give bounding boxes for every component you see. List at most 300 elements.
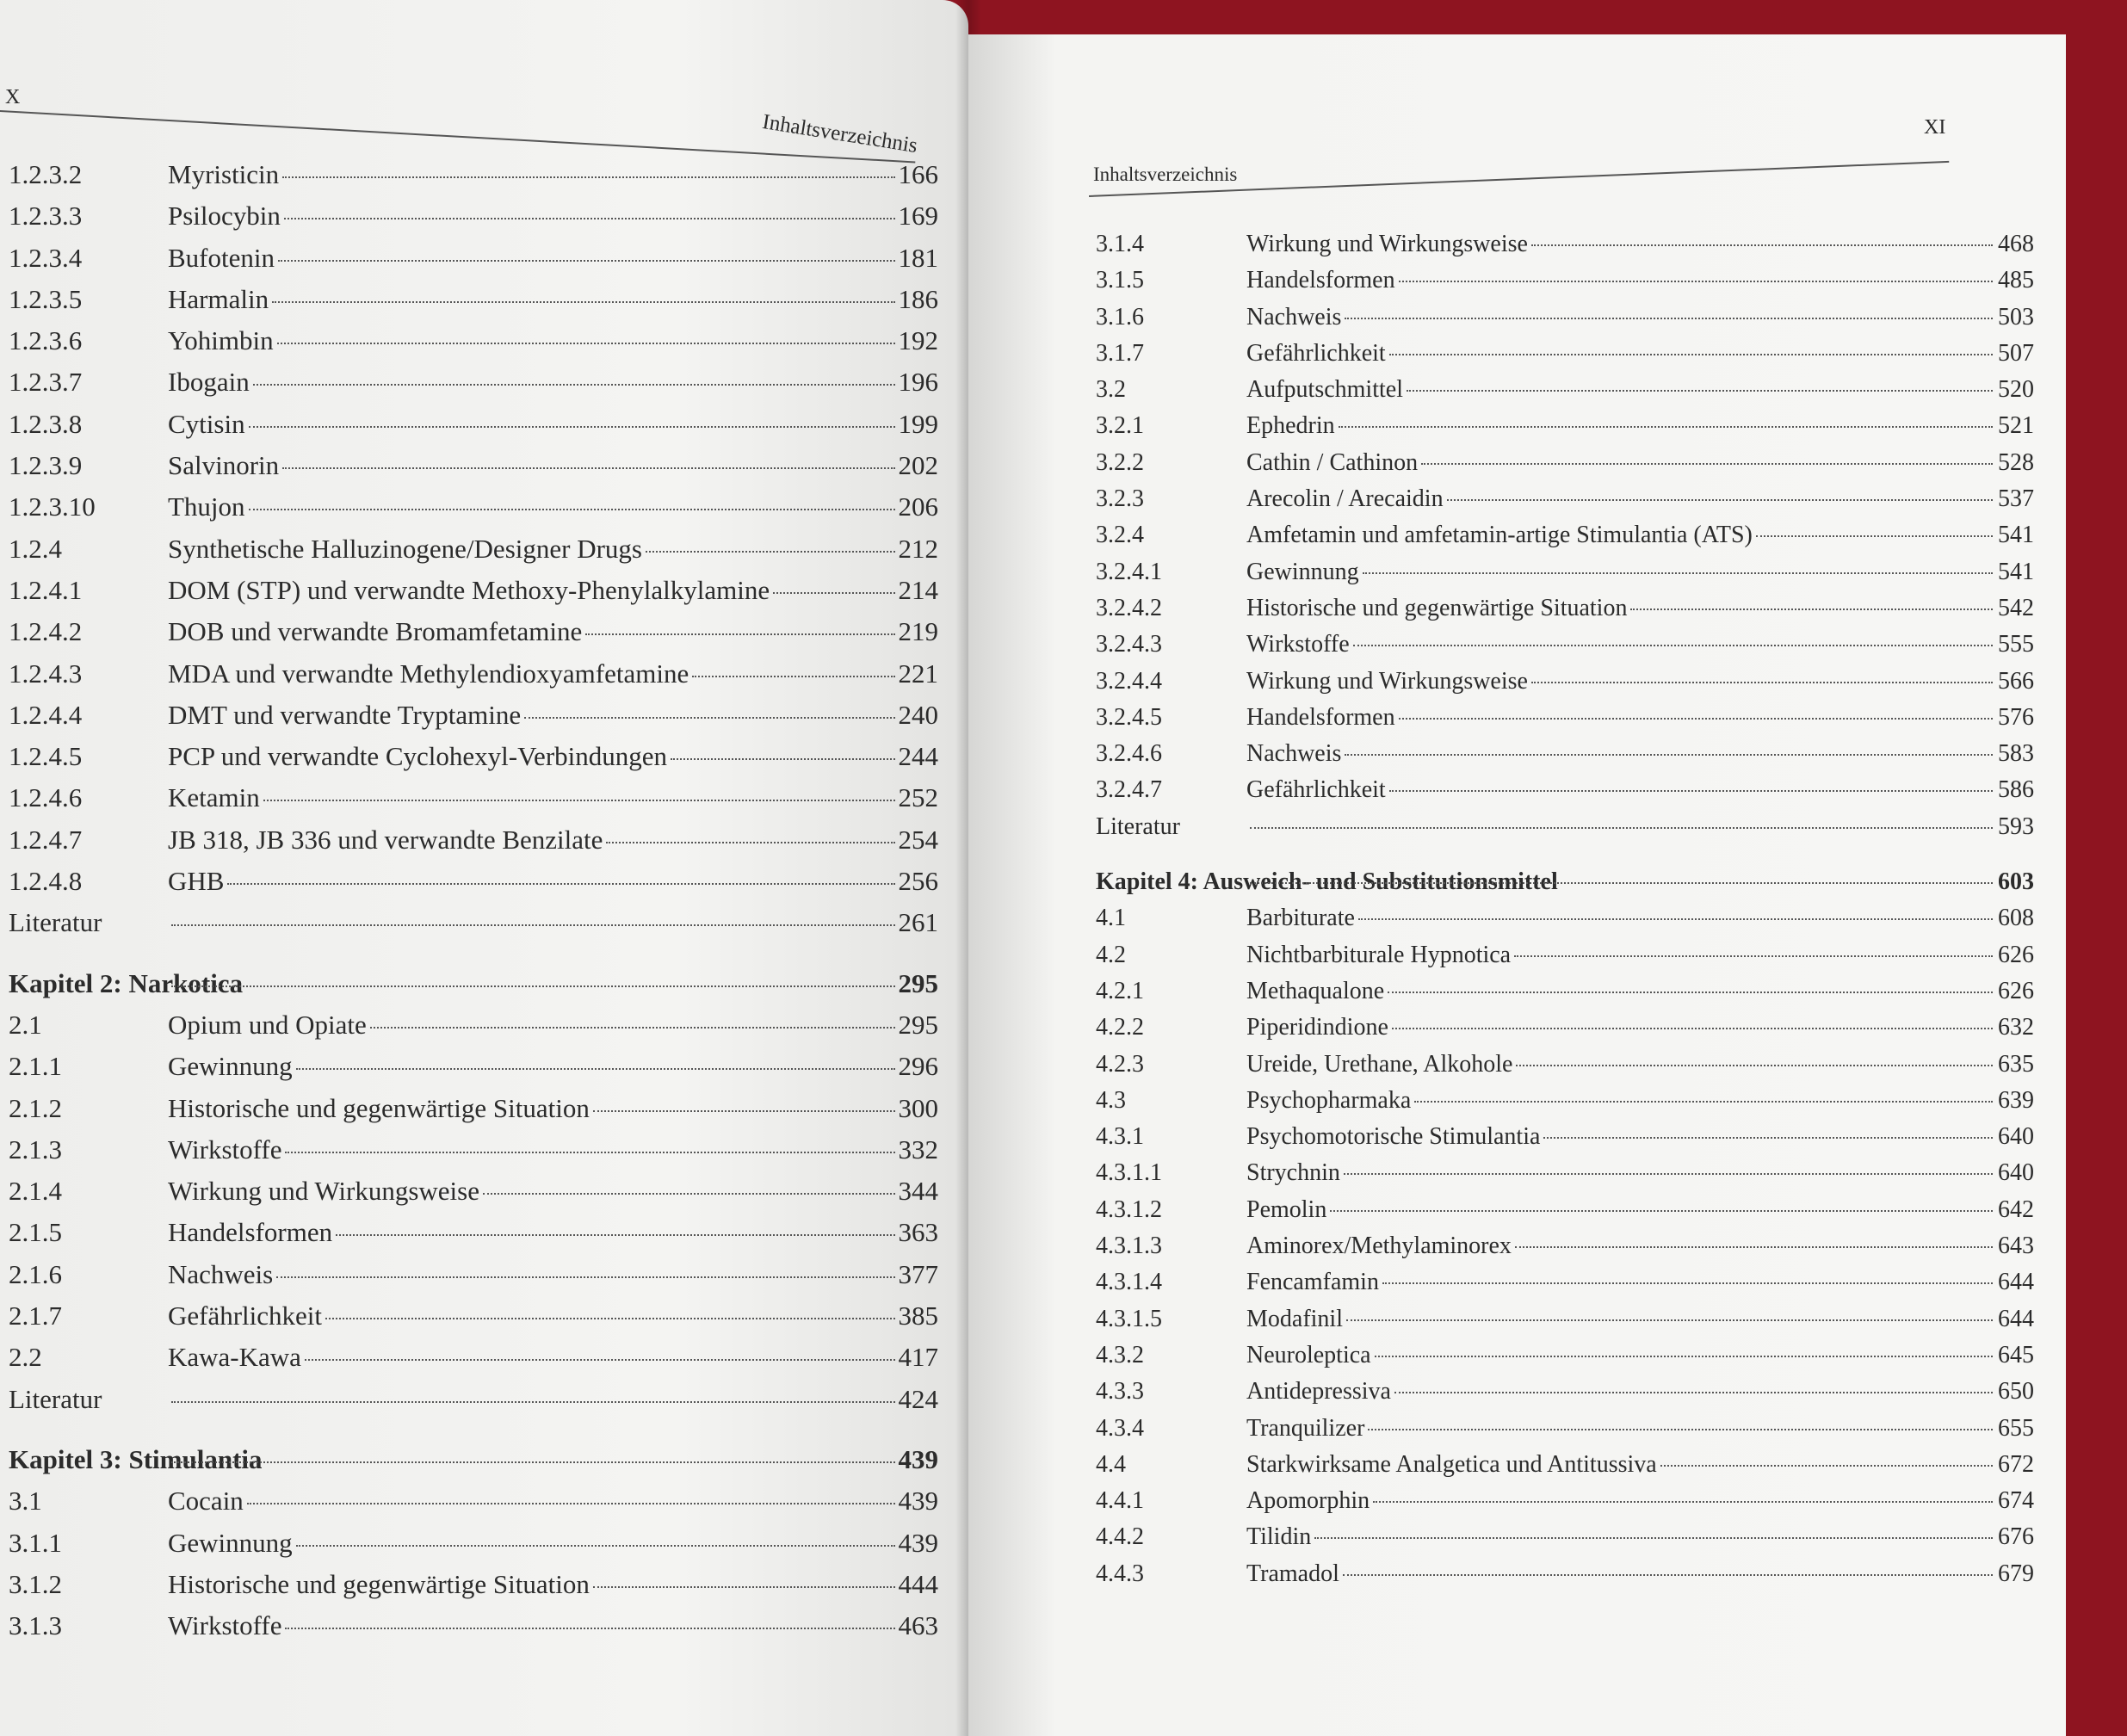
right-running-head: Inhaltsverzeichnis <box>1093 164 1238 185</box>
section-number: 1.2.3.4 <box>9 242 83 273</box>
section-number: 2.1.4 <box>9 1176 62 1207</box>
toc-entry <box>9 1259 938 1300</box>
toc-entry <box>9 825 938 866</box>
dot-leader <box>1514 955 1993 957</box>
dot-leader <box>282 176 894 178</box>
section-title: Fencamfamin <box>1246 1269 1379 1296</box>
section-title: Gefährlichkeit <box>1246 776 1386 804</box>
page-number: 645 <box>1998 1341 2034 1368</box>
left-page-number: X <box>5 86 21 108</box>
dot-leader <box>1399 281 1993 282</box>
section-number: 3.1.2 <box>9 1568 62 1599</box>
toc-entry <box>1096 559 2034 595</box>
dot-leader <box>171 1461 895 1463</box>
section-title: Gewinnung <box>1246 558 1359 585</box>
dot-leader <box>1345 318 1993 319</box>
section-title: Starkwirksame Analgetica und Antitussiva <box>1246 1450 1657 1478</box>
dot-leader <box>1756 535 1993 537</box>
dot-leader <box>296 1545 895 1547</box>
page-number: 254 <box>898 824 938 855</box>
section-number: 2.1.5 <box>9 1217 62 1248</box>
section-number: 1.2.4.2 <box>9 616 83 647</box>
page-number: 608 <box>1998 905 2034 932</box>
section-title: Wirkung und Wirkungsweise <box>168 1176 479 1207</box>
section-title: Historische und gegenwärtige Situation <box>168 1568 590 1599</box>
page-number: 521 <box>1998 412 2034 440</box>
toc-entry <box>9 1486 938 1527</box>
section-title: Neuroleptica <box>1246 1341 1371 1368</box>
section-title: Nachweis <box>1246 303 1342 331</box>
toc-entry <box>1096 631 2034 667</box>
page-number: 679 <box>1998 1560 2034 1587</box>
page-number: 672 <box>1998 1450 2034 1478</box>
page-number: 593 <box>1998 812 2034 840</box>
page-number: 295 <box>898 967 938 998</box>
page-number: 626 <box>1998 941 2034 968</box>
section-title: Cocain <box>168 1486 244 1517</box>
page-number: 626 <box>1998 977 2034 1004</box>
toc-entry <box>9 1342 938 1383</box>
dot-leader <box>285 1628 894 1629</box>
dot-leader <box>305 1359 895 1361</box>
page-number: 520 <box>1998 376 2034 404</box>
section-title: Historische und gegenwärtige Situation <box>168 1092 590 1123</box>
section-title: JB 318, JB 336 und verwandte Benzilate <box>168 824 603 855</box>
dot-leader <box>1363 572 1993 574</box>
page-number: 300 <box>898 1092 938 1123</box>
page-number: 674 <box>1998 1487 2034 1515</box>
page-number: 295 <box>898 1009 938 1040</box>
dot-leader <box>1531 682 1993 683</box>
section-number: 3.2.4.5 <box>1096 703 1162 731</box>
page-number: 640 <box>1998 1123 2034 1151</box>
page-number: 635 <box>1998 1050 2034 1078</box>
section-title: Nichtbarbiturale Hypnotica <box>1246 941 1512 968</box>
dot-leader <box>1314 1537 1993 1539</box>
section-number: 1.2.3.10 <box>9 491 96 522</box>
section-title: DOB und verwandte Bromamfetamine <box>168 616 583 647</box>
section-number: 4.3.2 <box>1096 1341 1144 1368</box>
section-number: 1.2.4.4 <box>9 699 83 730</box>
section-number: 3.1.5 <box>1096 267 1144 294</box>
toc-entry <box>1096 267 2034 303</box>
dot-leader <box>1373 1501 1993 1503</box>
page-number: 576 <box>1998 703 2034 731</box>
section-number: 3.1.4 <box>1096 231 1144 257</box>
section-title: Arecolin / Arecaidin <box>1246 485 1444 513</box>
page-number: 344 <box>898 1176 938 1207</box>
page-number: 256 <box>898 866 938 897</box>
section-number: 4.1 <box>1096 905 1126 932</box>
dot-leader <box>585 633 894 635</box>
dot-leader <box>1531 244 1993 246</box>
section-title: Gefährlichkeit <box>1246 339 1386 367</box>
dot-leader <box>249 509 895 510</box>
toc-entry <box>1096 1232 2034 1269</box>
toc-entry <box>9 1010 938 1051</box>
chapter-title: Kapitel 2: Narkotica <box>9 967 244 998</box>
page-number: 676 <box>1998 1523 2034 1551</box>
section-number: 3.2.4.4 <box>1096 667 1162 695</box>
section-title: Ephedrin <box>1246 412 1335 440</box>
page-number: 541 <box>1998 558 2034 585</box>
toc-entry <box>9 782 938 824</box>
section-number: 3.2.2 <box>1096 448 1144 476</box>
section-number: 4.3.1.3 <box>1096 1232 1162 1260</box>
section-number: 4.3.1 <box>1096 1123 1144 1151</box>
page-number: 199 <box>898 408 938 439</box>
section-title: Bufotenin <box>168 242 275 273</box>
section-number: 3.2.4.7 <box>1096 776 1162 804</box>
toc-entry <box>9 1300 938 1342</box>
page-number: 468 <box>1998 231 2034 257</box>
section-title: PCP und verwandte Cyclohexyl-Verbindungen <box>168 741 668 772</box>
section-number: 1.2.4.7 <box>9 824 83 855</box>
section-title: Amfetamin und amfetamin-artige Stimulantia (ATS) <box>1246 522 1753 549</box>
toc-entry <box>9 1569 938 1610</box>
section-number: 1.2.4.8 <box>9 866 83 897</box>
toc-entry <box>1096 1378 2034 1414</box>
dot-leader <box>249 426 895 428</box>
toc-entry <box>9 201 938 242</box>
page-number: 463 <box>898 1610 938 1641</box>
page-number: 541 <box>1998 522 2034 549</box>
section-title: Aminorex/Methylaminorex <box>1246 1232 1512 1260</box>
section-title: Handelsformen <box>1246 703 1395 731</box>
toc-entry <box>1096 1087 2034 1123</box>
section-number: 1.2.3.7 <box>9 367 83 398</box>
right-toc-list <box>1096 231 2034 1597</box>
page-number: 363 <box>898 1217 938 1248</box>
dot-leader <box>247 1503 895 1504</box>
dot-leader <box>171 1401 895 1403</box>
section-title: Tramadol <box>1246 1560 1339 1587</box>
toc-entry <box>9 1093 938 1134</box>
section-title: Apomorphin <box>1246 1487 1370 1515</box>
dot-leader <box>282 467 894 469</box>
section-title: Wirkung und Wirkungsweise <box>1246 231 1528 257</box>
dot-leader <box>671 758 894 760</box>
page-number: 503 <box>1998 303 2034 331</box>
page-number: 643 <box>1998 1232 2034 1260</box>
section-title: Cathin / Cathinon <box>1246 448 1419 476</box>
toc-entry <box>1096 978 2034 1014</box>
toc-chapter-heading <box>9 968 938 1010</box>
toc-entry <box>9 658 938 700</box>
toc-entry <box>9 1384 938 1425</box>
section-number: 3.1.3 <box>9 1610 62 1641</box>
section-number: Literatur <box>9 1383 102 1414</box>
section-number: 1.2.4 <box>9 533 62 564</box>
page-number: 214 <box>898 574 938 605</box>
section-title: Piperidindione <box>1246 1014 1388 1041</box>
section-number: 4.4.1 <box>1096 1487 1144 1515</box>
dot-leader <box>1516 1065 1993 1066</box>
section-title: Modafinil <box>1246 1305 1343 1332</box>
dot-leader <box>593 1110 895 1112</box>
section-title: Salvinorin <box>168 450 280 481</box>
dot-leader <box>1421 463 1993 465</box>
section-number: 1.2.4.1 <box>9 574 83 605</box>
toc-chapter-heading <box>9 1444 938 1486</box>
section-number: 2.1.3 <box>9 1134 62 1165</box>
page-number: 196 <box>898 367 938 398</box>
dot-leader <box>1388 992 1993 993</box>
section-number: 4.3.1.5 <box>1096 1305 1162 1332</box>
dot-leader <box>285 1152 894 1153</box>
page-number: 385 <box>898 1300 938 1331</box>
page-number: 583 <box>1998 740 2034 768</box>
dot-leader <box>336 1234 894 1236</box>
section-title: Ureide, Urethane, Alkohole <box>1246 1050 1513 1078</box>
section-title: Historische und gegenwärtige Situation <box>1246 594 1628 621</box>
section-title: Yohimbin <box>168 325 274 356</box>
toc-entry <box>1096 412 2034 448</box>
section-title: Harmalin <box>168 283 269 314</box>
section-title: Nachweis <box>1246 740 1342 768</box>
page-number: 632 <box>1998 1014 2034 1041</box>
toc-entry <box>9 450 938 491</box>
page-number: 542 <box>1998 594 2034 621</box>
page-number: 439 <box>898 1486 938 1517</box>
dot-leader <box>646 551 895 553</box>
dot-leader <box>1346 1319 1993 1321</box>
page-number: 640 <box>1998 1159 2034 1187</box>
section-title: Barbiturate <box>1246 905 1355 932</box>
dot-leader <box>1368 1429 1993 1430</box>
page-number: 650 <box>1998 1378 2034 1405</box>
page-number: 221 <box>898 658 938 689</box>
dot-leader <box>1389 790 1993 792</box>
section-title: Handelsformen <box>168 1217 333 1248</box>
toc-entry <box>9 1217 938 1258</box>
dot-leader <box>1344 1173 1993 1175</box>
toc-chapter-heading <box>1096 868 2034 905</box>
section-number: Literatur <box>9 907 102 938</box>
dot-leader <box>1250 827 1993 829</box>
left-running-head: Inhaltsverzeichnis <box>760 110 919 158</box>
page-number: 644 <box>1998 1305 2034 1332</box>
section-number: 1.2.4.3 <box>9 658 83 689</box>
section-number: 3.1.6 <box>1096 303 1144 331</box>
section-title: Strychnin <box>1246 1159 1340 1187</box>
toc-entry <box>1096 522 2034 558</box>
section-number: 4.3.1.2 <box>1096 1195 1162 1223</box>
toc-entry <box>1096 595 2034 631</box>
toc-entry <box>1096 1051 2034 1087</box>
dot-leader <box>1339 426 1993 428</box>
section-title: Nachweis <box>168 1258 274 1289</box>
page-number: 586 <box>1998 776 2034 804</box>
section-title: Kawa-Kawa <box>168 1342 301 1373</box>
page-number: 537 <box>1998 485 2034 513</box>
page-number: 240 <box>898 699 938 730</box>
section-title: Gewinnung <box>168 1051 293 1082</box>
section-number: 3.2.4.6 <box>1096 740 1162 768</box>
dot-leader <box>1392 1028 1993 1029</box>
left-page <box>0 0 968 1736</box>
section-number: 3.2.4.1 <box>1096 558 1162 585</box>
section-title: Wirkstoffe <box>1246 631 1350 658</box>
dot-leader <box>1375 1356 1993 1357</box>
page-number: 566 <box>1998 667 2034 695</box>
section-title: Wirkstoffe <box>168 1134 282 1165</box>
toc-entry <box>9 284 938 325</box>
dot-leader <box>253 384 895 386</box>
dot-leader <box>1330 1210 1993 1212</box>
dot-leader <box>171 985 895 987</box>
dot-leader <box>483 1193 895 1195</box>
page-number: 244 <box>898 741 938 772</box>
dot-leader <box>1660 1465 1993 1467</box>
toc-entry <box>1096 1415 2034 1451</box>
page-number: 555 <box>1998 631 2034 658</box>
toc-entry <box>9 325 938 367</box>
section-number: 1.2.4.6 <box>9 782 83 813</box>
toc-entry <box>9 866 938 907</box>
toc-entry <box>9 534 938 575</box>
toc-entry <box>1096 449 2034 485</box>
toc-entry <box>1096 1342 2034 1378</box>
dot-leader <box>1543 1137 1993 1139</box>
dot-leader <box>296 1068 895 1070</box>
dot-leader <box>278 260 895 262</box>
chapter-title: Kapitel 4: Ausweich- und Substitutionsmittel <box>1096 868 1558 896</box>
section-title: Handelsformen <box>1246 267 1395 294</box>
right-page-number: XI <box>1924 116 1946 139</box>
section-number: 4.3.1.4 <box>1096 1269 1162 1296</box>
page-number: 252 <box>898 782 938 813</box>
page-number: 206 <box>898 491 938 522</box>
dot-leader <box>263 800 895 801</box>
section-number: 2.1.6 <box>9 1258 62 1289</box>
toc-entry <box>9 1176 938 1217</box>
toc-entry <box>1096 1123 2034 1159</box>
toc-entry <box>1096 905 2034 941</box>
toc-entry <box>9 491 938 533</box>
section-title: GHB <box>168 866 225 897</box>
section-title: Pemolin <box>1246 1195 1327 1223</box>
toc-entry <box>1096 376 2034 412</box>
toc-entry <box>9 1528 938 1569</box>
section-number: Literatur <box>1096 812 1180 840</box>
section-title: Synthetische Halluzinogene/Designer Drugs <box>168 533 642 564</box>
page-number: 639 <box>1998 1086 2034 1114</box>
dot-leader <box>1407 390 1993 392</box>
chapter-title: Kapitel 3: Stimulantia <box>9 1443 263 1474</box>
dot-leader <box>1353 645 1993 646</box>
toc-entry <box>1096 304 2034 340</box>
section-number: 2.2 <box>9 1342 42 1373</box>
section-number: 4.2 <box>1096 941 1126 968</box>
toc-entry <box>9 1134 938 1176</box>
section-number: 2.1.1 <box>9 1051 62 1082</box>
toc-entry <box>9 700 938 741</box>
toc-entry <box>9 1051 938 1092</box>
page-number: 439 <box>898 1443 938 1474</box>
page-number: 528 <box>1998 448 2034 476</box>
section-title: Cytisin <box>168 408 245 439</box>
toc-entry <box>1096 740 2034 776</box>
page-number: 417 <box>898 1342 938 1373</box>
toc-entry <box>1096 1560 2034 1597</box>
toc-entry <box>1096 1523 2034 1560</box>
section-title: Ibogain <box>168 367 250 398</box>
toc-entry <box>1096 1451 2034 1487</box>
section-number: 2.1.2 <box>9 1092 62 1123</box>
section-number: 3.2.4 <box>1096 522 1144 549</box>
section-title: DOM (STP) und verwandte Methoxy-Phenylalkylamine <box>168 574 770 605</box>
toc-entry <box>9 1610 938 1652</box>
page-number: 644 <box>1998 1269 2034 1296</box>
toc-entry <box>1096 1196 2034 1232</box>
section-title: DMT und verwandte Tryptamine <box>168 699 522 730</box>
page-number: 192 <box>898 325 938 356</box>
page-number: 186 <box>898 283 938 314</box>
page-number: 212 <box>898 533 938 564</box>
page-number: 424 <box>898 1383 938 1414</box>
section-title: Opium und Opiate <box>168 1009 367 1040</box>
page-number: 169 <box>898 201 938 232</box>
section-title: MDA und verwandte Methylendioxyamfetamine <box>168 658 689 689</box>
toc-entry <box>1096 485 2034 522</box>
section-number: 4.3 <box>1096 1086 1126 1114</box>
section-title: Thujon <box>168 491 245 522</box>
toc-entry <box>9 907 938 948</box>
section-number: 3.1.7 <box>1096 339 1144 367</box>
dot-leader <box>1389 354 1993 355</box>
toc-entry <box>9 616 938 658</box>
section-title: Psychomotorische Stimulantia <box>1246 1123 1541 1151</box>
dot-leader <box>524 717 894 719</box>
toc-entry <box>1096 1159 2034 1195</box>
section-title: Gewinnung <box>168 1527 293 1558</box>
section-number: 4.3.4 <box>1096 1414 1144 1442</box>
section-number: 4.2.3 <box>1096 1050 1144 1078</box>
section-title: Psilocybin <box>168 201 281 232</box>
toc-entry <box>9 409 938 450</box>
dot-leader <box>1399 718 1993 720</box>
section-title: Psychopharmaka <box>1246 1086 1412 1114</box>
page-number: 485 <box>1998 267 2034 294</box>
dot-leader <box>773 592 894 594</box>
section-number: 1.2.3.2 <box>9 159 83 189</box>
dot-leader <box>1394 1392 1993 1393</box>
page-number: 202 <box>898 450 938 481</box>
page-number: 603 <box>1998 868 2034 896</box>
page-number: 655 <box>1998 1414 2034 1442</box>
page-number: 261 <box>898 907 938 938</box>
section-number: 4.3.3 <box>1096 1378 1144 1405</box>
dot-leader <box>1343 1574 1993 1576</box>
dot-leader <box>1414 1101 1993 1103</box>
dot-leader <box>1358 918 1993 920</box>
dot-leader <box>1250 882 1993 884</box>
section-title: Aufputschmittel <box>1246 376 1403 404</box>
section-number: 2.1.7 <box>9 1300 62 1331</box>
section-number: 3.2.3 <box>1096 485 1144 513</box>
dot-leader <box>1515 1246 1993 1248</box>
dot-leader <box>284 218 895 219</box>
dot-leader <box>1345 754 1993 756</box>
page-number: 439 <box>898 1527 938 1558</box>
section-number: 1.2.3.9 <box>9 450 83 481</box>
section-title: Wirkung und Wirkungsweise <box>1246 667 1528 695</box>
section-number: 4.2.2 <box>1096 1014 1144 1041</box>
section-number: 4.4.3 <box>1096 1560 1144 1587</box>
section-number: 1.2.3.5 <box>9 283 83 314</box>
section-number: 4.3.1.1 <box>1096 1159 1162 1187</box>
